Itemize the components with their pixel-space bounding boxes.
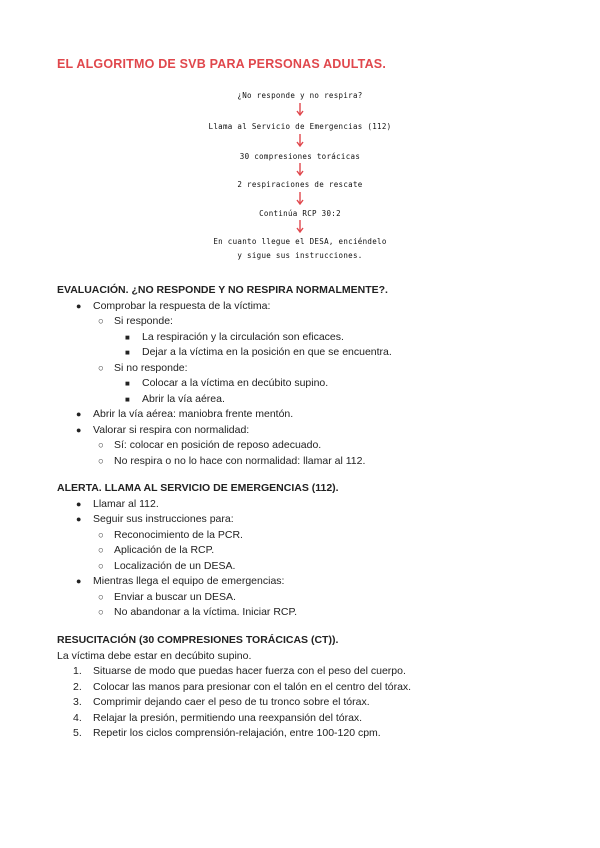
circle-bullet-icon: ○ xyxy=(98,591,104,603)
section-heading: RESUCITACIÓN (30 COMPRESIONES TORÁCICAS (CT)). xyxy=(57,634,339,646)
circle-bullet-icon: ○ xyxy=(98,440,104,451)
list-item: ○ Sí: colocar en posición de reposo adecuado. xyxy=(57,438,392,454)
circle-bullet-icon: ○ xyxy=(98,455,104,467)
down-arrow-icon xyxy=(296,220,304,233)
list-item: ● Llamar al 112. xyxy=(57,497,339,513)
down-arrow-icon xyxy=(296,134,304,147)
list-item: ■ Colocar a la víctima en decúbito supino. xyxy=(57,376,392,392)
circle-bullet-icon: ○ xyxy=(98,560,104,572)
list-item: ○ Enviar a buscar un DESA. xyxy=(57,590,339,606)
list-item: 4. Relajar la presión, permitiendo una reexpansión del tórax. xyxy=(73,711,363,724)
list-item: 3. Comprimir dejando caer el peso de tu tronco sobre el tórax. xyxy=(73,696,370,708)
down-arrow-icon xyxy=(296,192,304,205)
section-resucitacion xyxy=(57,633,411,742)
algorithm-step: Continúa RCP 30:2 xyxy=(259,209,341,218)
circle-bullet-icon: ○ xyxy=(98,362,104,374)
algorithm-step: En cuanto llegue el DESA, enciéndelo xyxy=(213,237,387,246)
down-arrow-icon xyxy=(296,163,304,176)
algorithm-step: 2 respiraciones de rescate xyxy=(237,180,363,189)
square-bullet-icon: ■ xyxy=(125,394,130,404)
list-item: ○ Localización de un DESA. xyxy=(57,559,339,575)
list-item: ● Mientras llega el equipo de emergencias: xyxy=(57,574,339,590)
algorithm-step: ¿No responde y no respira? xyxy=(237,91,363,100)
list-item: ○ Reconocimiento de la PCR. xyxy=(57,528,339,544)
list-item: ○ Si no responde: xyxy=(57,361,392,377)
circle-bullet-icon: ○ xyxy=(98,545,104,556)
algorithm-step: 30 compresiones torácicas xyxy=(239,152,361,161)
down-arrow-icon xyxy=(296,103,304,116)
bullet-icon: ● xyxy=(76,424,82,435)
list-item: ○ Aplicación de la RCP. xyxy=(57,543,339,559)
circle-bullet-icon: ○ xyxy=(98,607,104,618)
list-item: ○ Si responde: xyxy=(57,314,392,330)
list-item: ● Comprobar la respuesta de la víctima: xyxy=(57,299,392,315)
bullet-icon: ● xyxy=(76,498,82,509)
list-item: ● Seguir sus instrucciones para: xyxy=(57,512,339,528)
algorithm-step: Llama al Servicio de Emergencias (112) xyxy=(208,122,392,131)
square-bullet-icon: ■ xyxy=(125,332,130,342)
circle-bullet-icon: ○ xyxy=(98,529,104,541)
bullet-icon: ● xyxy=(76,514,82,524)
section-heading: EVALUACIÓN. ¿NO RESPONDE Y NO RESPIRA NORMALMENTE?. xyxy=(57,284,388,296)
intro-text: La víctima debe estar en decúbito supino. xyxy=(57,649,252,662)
list-item: 1. Situarse de modo que puedas hacer fuerza con el peso del cuerpo. xyxy=(73,665,406,677)
square-bullet-icon: ■ xyxy=(125,348,130,357)
list-item: ○ No respira o no lo hace con normalidad: llamar al 112. xyxy=(57,454,392,470)
list-item: ○ No abandonar a la víctima. Iniciar RCP. xyxy=(57,605,339,621)
square-bullet-icon: ■ xyxy=(125,379,130,388)
list-item: ■ Dejar a la víctima en la posición en que se encuentra. xyxy=(57,345,392,361)
list-item: 2. Colocar las manos para presionar con el talón en el centro del tórax. xyxy=(73,680,412,693)
section-alerta xyxy=(57,481,339,621)
bullet-icon: ● xyxy=(76,576,82,586)
list-item: ■ La respiración y la circulación son eficaces. xyxy=(57,330,392,346)
section-evaluacion xyxy=(57,283,392,469)
list-item: 5. Repetir los ciclos comprensión-relajación, entre 100-120 cpm. xyxy=(73,727,381,739)
list-item: ■ Abrir la vía aérea. xyxy=(57,392,392,408)
list-item: ● Valorar si respira con normalidad: xyxy=(57,423,392,439)
circle-bullet-icon: ○ xyxy=(98,316,104,327)
section-heading: ALERTA. LLAMA AL SERVICIO DE EMERGENCIAS (112). xyxy=(57,482,339,494)
bullet-icon: ● xyxy=(76,409,82,419)
bullet-icon: ● xyxy=(76,300,82,311)
list-item: ● Abrir la vía aérea: maniobra frente mentón. xyxy=(57,407,392,423)
page-title: EL ALGORITMO DE SVB PARA PERSONAS ADULTAS. xyxy=(57,57,387,71)
algorithm-step: y sigue sus instrucciones. xyxy=(237,251,363,260)
